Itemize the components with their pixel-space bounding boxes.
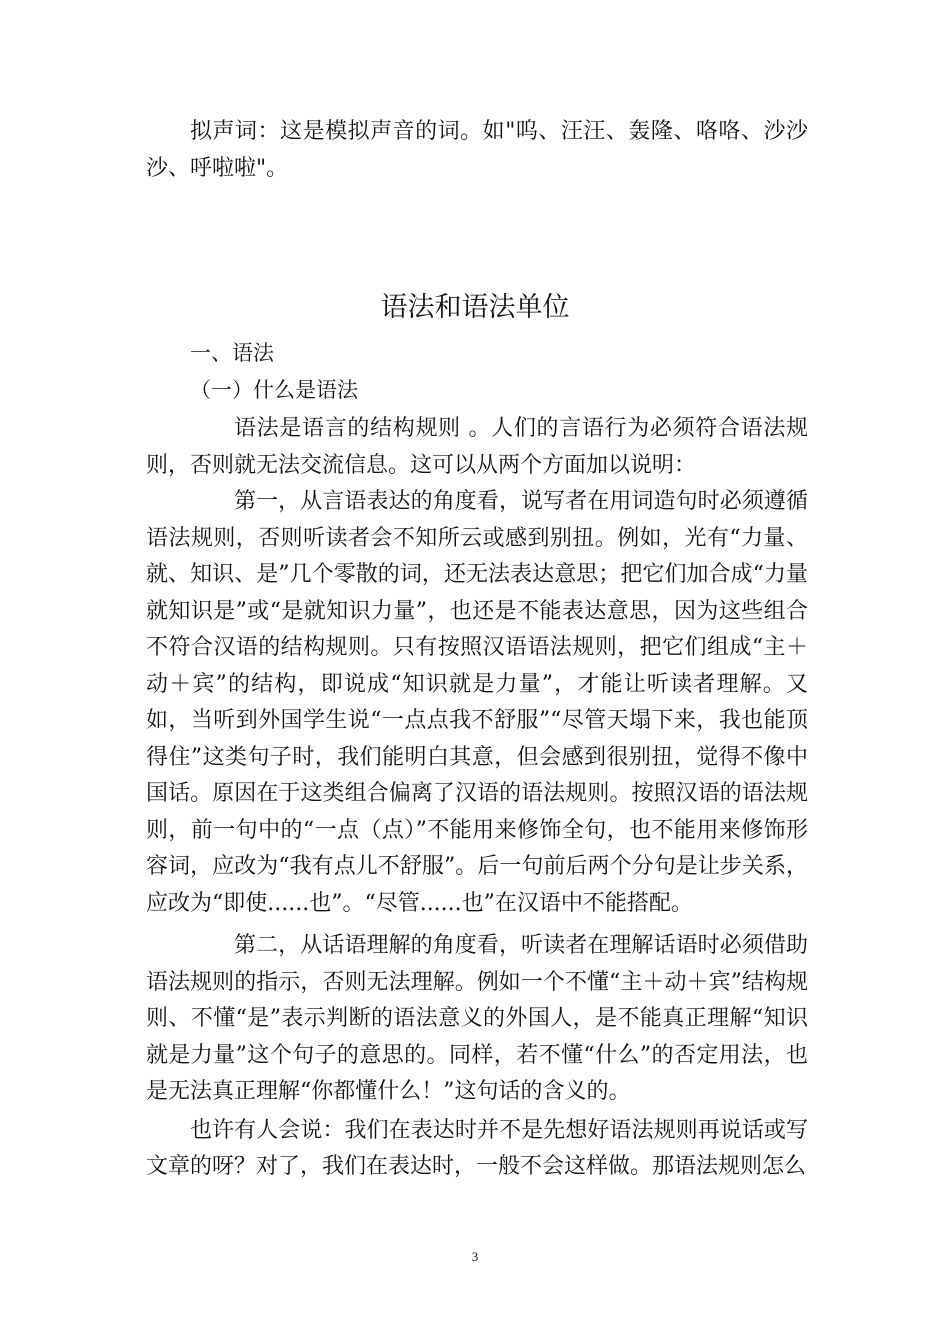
paragraph-question: 也许有人会说：我们在表达时并不是先想好语法规则再说话或写文章的呀？对了，我们在表达时，一般不会这样做。那语法规则怎么 [146,1117,808,1179]
body-text [146,411,808,1186]
onomatopoeia-paragraph: 拟声词：这是模拟声音的词。如"呜、汪汪、轰隆、咯咯、沙沙沙、呼啦啦"。 [146,119,808,181]
page-number: 3 [471,1249,479,1264]
section-title: 语法和语法单位 [380,292,570,323]
paragraph-definition: 语法是语言的结构规则 。人们的言语行为必须符合语法规则，否则就无法交流信息。这可以从两个方面加以说明： [146,416,808,478]
heading-grammar: 一、语法 [190,341,274,365]
paragraph-comprehension: 第二，从话语理解的角度看，听读者在理解话语时必须借助语法规则的指示，否则无法理解。例如一个不懂“主＋动＋宾”结构规则、不懂“是”表示判断的语法意义的外国人，是不能真正理解“知识就是力量”这个句子的意思的。同样，若不懂“什么”的否定用法，也是无法真正理解“你都懂什么！”这句话的含义的。 [146,933,808,1104]
paragraph-expression: 第一，从言语表达的角度看，说写者在用词造句时必须遵循语法规则，否则听读者会不知所云或感到别扭。例如，光有“力量、就、知识、是”几个零散的词，还无法表达意思；把它们加合成“力量就知识是”或“是就知识力量”，也还是不能表达意思，因为这些组合不符合汉语的结构规则。只有按照汉语语法规则，把它们组成“主＋动＋宾”的结构，即说成“知识就是力量”，才能让听读者理解。又如，当听到外国学生说“一点点我不舒服”“尽管天塌下来，我也能顶得住”这类句子时，我们能明白其意，但会感到很别扭，觉得不像中国话。原因在于这类组合偏离了汉语的语法规则。按照汉语的语法规则，前一句中的“一点（点）”不能用来修饰全句，也不能用来修饰形容词，应改为“我有点儿不舒服”。后一句前后两个分句是让步关系，应改为“即使......也”。“尽管......也”在汉语中不能搭配。 [146,489,808,916]
subheading-what-is-grammar: （一）什么是语法 [190,378,358,402]
